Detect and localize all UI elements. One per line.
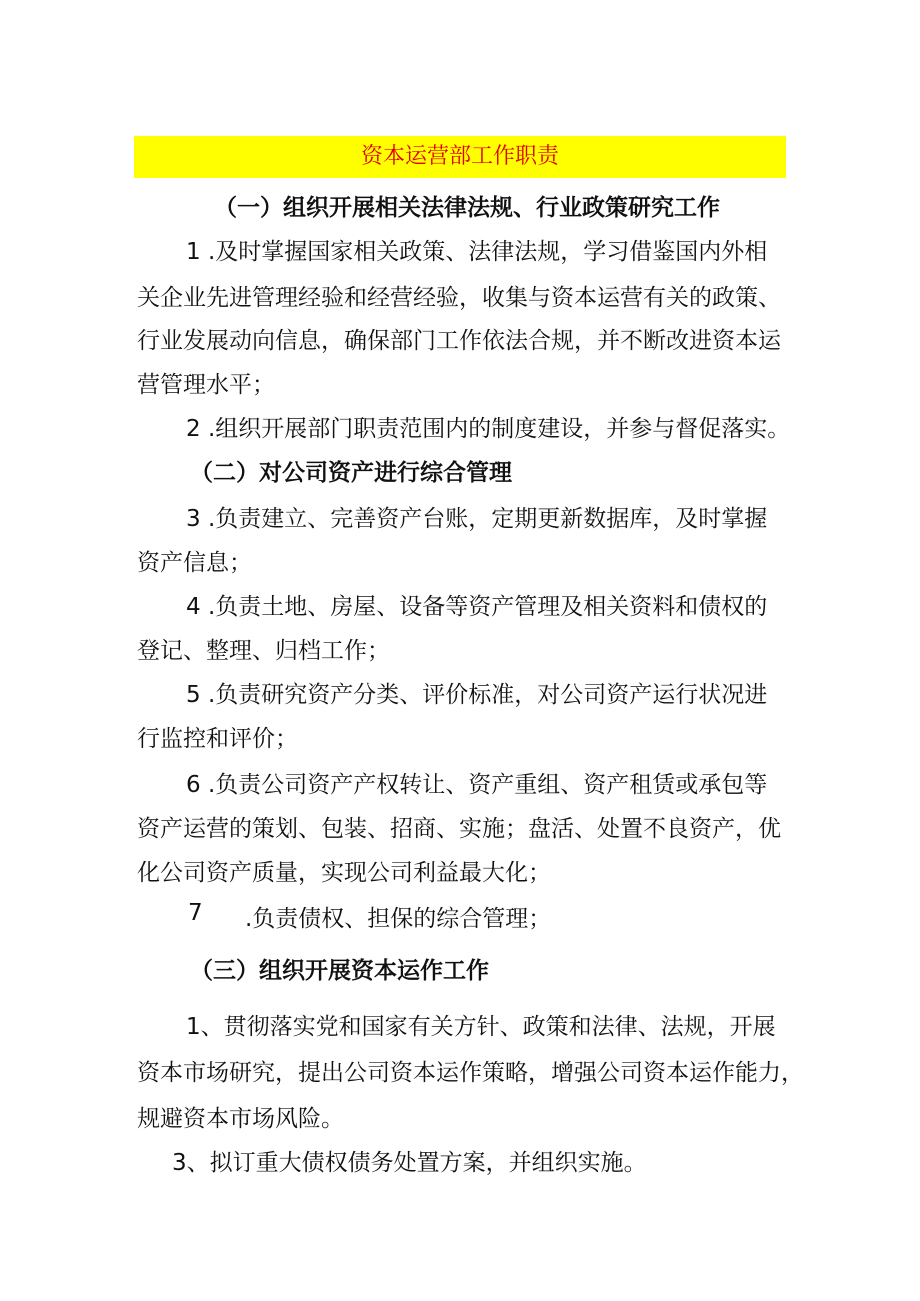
paragraph-line: 6 .负责公司资产产权转让、资产重组、资产租赁或承包等 bbox=[186, 772, 768, 798]
paragraph-line: 行监控和评价； bbox=[137, 726, 298, 752]
section-heading-3: （三）组织开展资本运作工作 bbox=[190, 958, 489, 984]
paragraph-line: 资本市场研究，提出公司资本运作策略，增强公司资本运作能力， bbox=[137, 1060, 804, 1086]
paragraph-line: 3、拟订重大债权债务处置方案，并组织实施。 bbox=[172, 1150, 647, 1176]
paragraph-line: 3 .负责建立、完善资产台账，定期更新数据库，及时掌握 bbox=[186, 506, 768, 532]
paragraph-line: 营管理水平； bbox=[137, 372, 275, 398]
paragraph-line: 规避资本市场风险。 bbox=[137, 1106, 344, 1132]
item-7-text: .负责债权、担保的综合管理； bbox=[245, 906, 552, 932]
paragraph-line: 登记、整理、归档工作； bbox=[137, 638, 390, 664]
section-heading-2: （二）对公司资产进行综合管理 bbox=[190, 460, 512, 486]
paragraph-line: 行业发展动向信息，确保部门工作依法合规，并不断改进资本运 bbox=[137, 328, 781, 354]
paragraph-line: 4 .负责土地、房屋、设备等资产管理及相关资料和债权的 bbox=[186, 594, 768, 620]
paragraph-line: 化公司资产质量，实现公司利益最大化； bbox=[137, 860, 551, 886]
paragraph-line: 资产运营的策划、包装、招商、实施；盘活、处置不良资产，优 bbox=[137, 816, 781, 842]
section-heading-1: （一）组织开展相关法律法规、行业政策研究工作 bbox=[214, 195, 720, 221]
paragraph-line: 资产信息； bbox=[137, 550, 252, 576]
paragraph-line: 2 .组织开展部门职责范围内的制度建设，并参与督促落实。 bbox=[186, 416, 791, 442]
paragraph-line: 1 .及时掌握国家相关政策、法律法规，学习借鉴国内外相 bbox=[186, 239, 768, 265]
paragraph-line: 关企业先进管理经验和经营经验，收集与资本运营有关的政策、 bbox=[137, 285, 781, 311]
paragraph-line: 1、贯彻落实党和国家有关方针、政策和法律、法规，开展 bbox=[186, 1014, 776, 1040]
item-7-number: 7 bbox=[188, 900, 203, 926]
paragraph-line: 5 .负责研究资产分类、评价标准，对公司资产运行状况进 bbox=[186, 682, 768, 708]
document-title: 资本运营部工作职责 bbox=[134, 136, 786, 178]
